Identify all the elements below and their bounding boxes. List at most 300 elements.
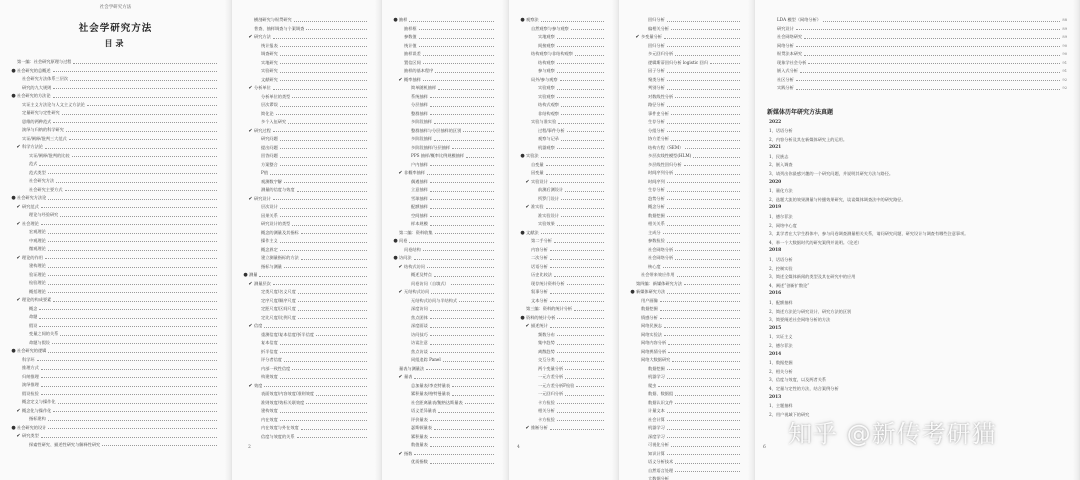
toc-entry[interactable] xyxy=(519,365,606,374)
toc-entry[interactable] xyxy=(10,424,219,433)
toc-entry[interactable] xyxy=(392,178,496,187)
dot-leader xyxy=(557,350,604,353)
toc-entry[interactable] xyxy=(392,33,496,42)
toc-entry[interactable] xyxy=(242,220,369,229)
toc-entry[interactable] xyxy=(10,58,219,67)
toc-entry[interactable] xyxy=(242,59,369,68)
toc-entry[interactable] xyxy=(10,101,219,110)
toc-entry[interactable] xyxy=(519,178,606,187)
toc-entry[interactable] xyxy=(392,84,496,93)
toc-entry[interactable] xyxy=(10,373,219,382)
toc-entry[interactable] xyxy=(392,407,496,416)
toc-entry[interactable] xyxy=(10,296,219,305)
toc-entry[interactable] xyxy=(242,399,369,408)
toc-entry[interactable] xyxy=(242,229,369,238)
toc-entry[interactable] xyxy=(242,135,369,144)
checkmark-icon: ✔ xyxy=(248,34,253,40)
toc-entry[interactable] xyxy=(10,322,219,331)
toc-entry[interactable] xyxy=(629,76,742,85)
toc-entry[interactable] xyxy=(629,280,742,289)
toc-entry[interactable] xyxy=(392,144,496,153)
dot-leader xyxy=(675,53,740,56)
toc-entry[interactable] xyxy=(10,152,219,161)
toc-entry[interactable] xyxy=(242,178,369,187)
toc-entry[interactable] xyxy=(392,93,496,102)
toc-entry[interactable] xyxy=(519,50,606,59)
toc-entry[interactable] xyxy=(242,356,369,365)
toc-entry[interactable] xyxy=(519,373,606,382)
toc-entry[interactable] xyxy=(519,59,606,68)
toc-entry[interactable] xyxy=(519,271,606,280)
toc-entry[interactable] xyxy=(519,144,606,153)
toc-entry[interactable] xyxy=(242,110,369,119)
toc-entry[interactable] xyxy=(629,441,742,450)
toc-entry[interactable] xyxy=(629,407,742,416)
checkmark-icon: ✔ xyxy=(398,289,403,295)
toc-entry[interactable] xyxy=(10,432,219,441)
toc-entry[interactable] xyxy=(242,416,369,425)
toc-entry[interactable] xyxy=(392,25,496,34)
toc-entry[interactable] xyxy=(629,212,742,221)
toc-entry[interactable] xyxy=(629,25,742,34)
toc-entry[interactable] xyxy=(392,186,496,195)
toc-entry-text: 理论的作用 xyxy=(22,254,43,260)
toc-entry[interactable] xyxy=(629,101,742,110)
toc-entry[interactable] xyxy=(242,42,369,51)
toc-entry[interactable] xyxy=(629,356,742,365)
toc-entry[interactable] xyxy=(242,382,369,391)
toc-entry[interactable] xyxy=(765,67,1067,76)
toc-entry[interactable] xyxy=(519,339,606,348)
toc-entry[interactable] xyxy=(10,313,219,322)
toc-entry[interactable] xyxy=(765,25,1067,34)
checkmark-icon: ✔ xyxy=(248,323,253,329)
toc-entry[interactable] xyxy=(242,118,369,127)
toc-entry[interactable] xyxy=(10,356,219,365)
dot-leader xyxy=(419,27,494,30)
toc-entry[interactable] xyxy=(629,186,742,195)
toc-entry[interactable] xyxy=(392,195,496,204)
toc-entry[interactable] xyxy=(10,177,219,186)
toc-entry[interactable] xyxy=(392,135,496,144)
toc-entry[interactable] xyxy=(519,101,606,110)
toc-entry[interactable] xyxy=(392,50,496,59)
toc-entry[interactable] xyxy=(242,195,369,204)
toc-entry[interactable] xyxy=(10,67,219,76)
toc-entry[interactable] xyxy=(10,364,219,373)
toc-entry[interactable] xyxy=(629,373,742,382)
toc-entry[interactable] xyxy=(10,135,219,144)
toc-entry[interactable] xyxy=(10,126,219,135)
toc-entry[interactable] xyxy=(519,220,606,229)
dot-leader xyxy=(667,452,740,455)
toc-entry[interactable] xyxy=(519,93,606,102)
toc-entry[interactable] xyxy=(519,195,606,204)
toc-entry[interactable] xyxy=(242,424,369,433)
toc-entry[interactable] xyxy=(242,305,369,314)
toc-entry[interactable] xyxy=(392,450,496,459)
toc-entry[interactable] xyxy=(519,331,606,340)
toc-entry[interactable] xyxy=(10,415,219,424)
toc-entry[interactable] xyxy=(10,228,219,237)
toc-entry[interactable] xyxy=(242,67,369,76)
toc-entry[interactable] xyxy=(10,288,219,297)
toc-entry[interactable] xyxy=(10,84,219,93)
toc-entry[interactable] xyxy=(519,305,606,314)
toc-entry[interactable] xyxy=(392,16,496,25)
toc-entry-text: 逻辑斯蒂回归分析 logistic 回归 xyxy=(648,59,708,65)
toc-entry[interactable] xyxy=(519,127,606,136)
toc-entry[interactable] xyxy=(392,246,496,255)
toc-entry[interactable] xyxy=(629,110,742,119)
toc-entry[interactable] xyxy=(10,186,219,195)
dot-leader xyxy=(298,291,367,294)
toc-entry[interactable] xyxy=(392,280,496,289)
toc-entry[interactable] xyxy=(242,288,369,297)
toc-entry[interactable] xyxy=(10,262,219,271)
toc-entry[interactable] xyxy=(519,25,606,34)
toc-entry-text: 卡方检验 xyxy=(538,399,555,405)
toc-entry[interactable] xyxy=(242,246,369,255)
toc-entry[interactable] xyxy=(629,50,742,59)
toc-entry[interactable] xyxy=(10,390,219,399)
toc-entry[interactable] xyxy=(392,441,496,450)
toc-entry[interactable] xyxy=(392,101,496,110)
toc-entry[interactable] xyxy=(765,42,1067,51)
toc-entry[interactable] xyxy=(242,297,369,306)
toc-entry[interactable] xyxy=(10,441,219,450)
toc-entry[interactable] xyxy=(765,76,1067,85)
toc-entry[interactable] xyxy=(629,467,742,476)
toc-entry[interactable] xyxy=(242,76,369,85)
toc-entry[interactable] xyxy=(242,161,369,170)
toc-entry[interactable] xyxy=(10,194,219,203)
toc-entry[interactable] xyxy=(519,84,606,93)
toc-entry[interactable] xyxy=(629,152,742,161)
toc-entry[interactable] xyxy=(629,229,742,238)
toc-entry[interactable] xyxy=(629,135,742,144)
toc-entry[interactable] xyxy=(765,33,1067,42)
toc-entry[interactable] xyxy=(519,186,606,195)
toc-entry[interactable] xyxy=(519,42,606,51)
toc-entry[interactable] xyxy=(392,263,496,272)
toc-entry[interactable] xyxy=(242,322,369,331)
toc-entry[interactable] xyxy=(629,390,742,399)
toc-entry[interactable] xyxy=(392,390,496,399)
toc-entry[interactable] xyxy=(392,42,496,51)
toc-entry[interactable] xyxy=(242,280,369,289)
dot-leader xyxy=(550,248,604,251)
toc-entry-text: 可视化分析 xyxy=(648,442,669,447)
toc-entry-text: 社会理论 xyxy=(22,220,39,226)
toc-entry[interactable] xyxy=(392,254,496,263)
toc-entry[interactable] xyxy=(629,263,742,272)
toc-entry-text: 概念定义与操作化 xyxy=(22,399,56,404)
toc-entry[interactable] xyxy=(519,382,606,391)
toc-entry[interactable] xyxy=(242,365,369,374)
toc-entry[interactable] xyxy=(392,373,496,382)
toc-entry[interactable] xyxy=(10,381,219,390)
toc-entry[interactable] xyxy=(392,305,496,314)
toc-entry[interactable] xyxy=(629,348,742,357)
toc-entry[interactable] xyxy=(242,433,369,442)
toc-entry[interactable] xyxy=(10,203,219,212)
toc-entry[interactable] xyxy=(392,331,496,340)
toc-entry[interactable] xyxy=(10,339,219,348)
toc-entry[interactable] xyxy=(629,475,742,480)
toc-entry[interactable] xyxy=(10,75,219,84)
toc-entry[interactable] xyxy=(392,76,496,85)
toc-entry[interactable] xyxy=(10,254,219,263)
toc-page-number: 90 xyxy=(1062,43,1067,48)
toc-entry[interactable] xyxy=(242,144,369,153)
dot-leader xyxy=(438,87,494,90)
toc-entry[interactable] xyxy=(629,33,742,42)
toc-entry[interactable] xyxy=(519,399,606,408)
toc-entry[interactable] xyxy=(392,212,496,221)
dot-leader xyxy=(574,308,604,311)
toc-entry[interactable] xyxy=(392,110,496,119)
toc-entry[interactable] xyxy=(242,339,369,348)
toc-entry-text: 假设检验 xyxy=(22,390,39,396)
toc-entry[interactable] xyxy=(629,305,742,314)
toc-entry[interactable] xyxy=(519,407,606,416)
toc-entry[interactable] xyxy=(629,433,742,442)
toc-entry[interactable] xyxy=(10,109,219,118)
toc-entry[interactable] xyxy=(392,297,496,306)
toc-entry[interactable] xyxy=(519,76,606,85)
toc-entry[interactable] xyxy=(242,373,369,382)
toc-entry[interactable] xyxy=(519,356,606,365)
toc-entry[interactable] xyxy=(392,424,496,433)
toc-entry[interactable] xyxy=(392,161,496,170)
toc-entry[interactable] xyxy=(242,331,369,340)
toc-entry[interactable] xyxy=(242,50,369,59)
toc-entry[interactable] xyxy=(10,169,219,178)
toc-entry[interactable] xyxy=(392,365,496,374)
toc-entry[interactable] xyxy=(629,161,742,170)
toc-entry[interactable] xyxy=(10,407,219,416)
toc-entry[interactable] xyxy=(242,237,369,246)
toc-entry[interactable] xyxy=(242,254,369,263)
toc-entry[interactable] xyxy=(519,314,606,323)
toc-entry[interactable] xyxy=(629,365,742,374)
toc-entry[interactable] xyxy=(242,25,369,34)
toc-entry-text: 内在效度与外在效度 xyxy=(261,425,299,430)
dot-leader xyxy=(280,214,367,217)
toc-entry[interactable] xyxy=(629,246,742,255)
toc-entry[interactable] xyxy=(519,390,606,399)
toc-entry[interactable] xyxy=(242,33,369,42)
toc-entry[interactable] xyxy=(392,237,496,246)
toc-entry[interactable] xyxy=(629,84,742,93)
toc-entry-text: 新媒体研究方法 xyxy=(636,289,666,294)
toc-entry[interactable] xyxy=(519,280,606,289)
toc-entry[interactable] xyxy=(629,314,742,323)
toc-entry[interactable] xyxy=(392,339,496,348)
toc-entry[interactable] xyxy=(392,220,496,229)
toc-entry[interactable] xyxy=(242,348,369,357)
toc-entry[interactable] xyxy=(242,407,369,416)
dot-leader xyxy=(284,180,367,183)
toc-entry[interactable] xyxy=(629,237,742,246)
toc-entry[interactable] xyxy=(629,195,742,204)
toc-entry[interactable] xyxy=(629,220,742,229)
toc-entry-text: 社会网络分析 xyxy=(648,246,674,252)
toc-entry[interactable] xyxy=(392,348,496,357)
toc-entry[interactable] xyxy=(629,169,742,178)
toc-entry[interactable] xyxy=(629,67,742,76)
toc-entry[interactable] xyxy=(519,118,606,127)
toc-entry[interactable] xyxy=(242,186,369,195)
toc-entry[interactable] xyxy=(629,416,742,425)
toc-entry[interactable] xyxy=(519,246,606,255)
toc-entry[interactable] xyxy=(519,288,606,297)
toc-entry[interactable] xyxy=(392,322,496,331)
toc-entry[interactable] xyxy=(519,254,606,263)
toc-entry[interactable] xyxy=(392,399,496,408)
dot-leader xyxy=(565,393,604,396)
toc-entry[interactable] xyxy=(519,237,606,246)
toc-entry[interactable] xyxy=(629,331,742,340)
toc-entry[interactable] xyxy=(629,297,742,306)
toc-entry[interactable] xyxy=(10,143,219,152)
toc-entry[interactable] xyxy=(519,348,606,357)
toc-entry[interactable] xyxy=(242,271,369,280)
toc-entry[interactable] xyxy=(629,144,742,153)
toc-entry[interactable] xyxy=(519,322,606,331)
toc-entry-text: 用户画像 xyxy=(641,297,658,303)
toc-entry[interactable] xyxy=(629,254,742,263)
toc-entry[interactable] xyxy=(10,398,219,407)
toc-entry[interactable] xyxy=(519,33,606,42)
toc-entry[interactable] xyxy=(242,127,369,136)
toc-entry[interactable] xyxy=(392,203,496,212)
toc-entry[interactable] xyxy=(519,203,606,212)
toc-entry[interactable] xyxy=(392,271,496,280)
toc-entry[interactable] xyxy=(10,271,219,280)
toc-entry[interactable] xyxy=(242,390,369,399)
toc-entry[interactable] xyxy=(519,229,606,238)
toc-entry[interactable] xyxy=(10,305,219,314)
toc-entry[interactable] xyxy=(519,424,606,433)
toc-entry[interactable] xyxy=(392,127,496,136)
toc-entry[interactable] xyxy=(519,67,606,76)
toc-entry[interactable] xyxy=(392,67,496,76)
toc-entry[interactable] xyxy=(629,458,742,467)
toc-entry[interactable] xyxy=(392,458,496,467)
exam-question: 1、数据挖掘 xyxy=(769,360,793,366)
dot-leader xyxy=(466,155,494,158)
toc-entry[interactable] xyxy=(10,160,219,169)
toc-entry[interactable] xyxy=(629,203,742,212)
toc-entry[interactable] xyxy=(629,59,742,68)
toc-entry[interactable] xyxy=(629,399,742,408)
toc-entry[interactable] xyxy=(629,424,742,433)
toc-entry[interactable] xyxy=(392,169,496,178)
toc-entry[interactable] xyxy=(519,297,606,306)
toc-entry[interactable] xyxy=(242,169,369,178)
toc-entry[interactable] xyxy=(392,152,496,161)
toc-entry[interactable] xyxy=(629,339,742,348)
dot-leader xyxy=(427,172,494,175)
toc-entry[interactable] xyxy=(392,416,496,425)
toc-entry[interactable] xyxy=(519,161,606,170)
toc-entry[interactable] xyxy=(392,314,496,323)
toc-entry[interactable] xyxy=(242,93,369,102)
toc-entry[interactable] xyxy=(629,288,742,297)
toc-entry[interactable] xyxy=(765,59,1067,68)
toc-entry[interactable] xyxy=(10,118,219,127)
dot-leader xyxy=(39,324,217,327)
toc-entry[interactable] xyxy=(629,16,742,25)
toc-entry[interactable] xyxy=(392,59,496,68)
toc-entry[interactable] xyxy=(765,16,1067,25)
toc-entry[interactable] xyxy=(242,16,369,25)
toc-entry[interactable] xyxy=(10,237,219,246)
toc-entry[interactable] xyxy=(629,450,742,459)
toc-entry[interactable] xyxy=(629,271,742,280)
toc-entry-text: 网络舆情分析 xyxy=(641,348,667,354)
toc-entry[interactable] xyxy=(629,382,742,391)
toc-entry[interactable] xyxy=(629,322,742,331)
toc-entry[interactable] xyxy=(519,263,606,272)
toc-entry[interactable] xyxy=(519,152,606,161)
toc-entry[interactable] xyxy=(519,169,606,178)
toc-entry[interactable] xyxy=(392,229,496,238)
toc-entry-text: 内部一致性信度 xyxy=(261,365,291,371)
toc-entry[interactable] xyxy=(765,50,1067,59)
exam-question: 2、相关分析 xyxy=(769,368,793,374)
toc-entry[interactable] xyxy=(242,203,369,212)
toc-entry[interactable] xyxy=(629,127,742,136)
toc-entry[interactable] xyxy=(519,135,606,144)
toc-entry[interactable] xyxy=(392,356,496,365)
toc-entry[interactable] xyxy=(10,92,219,101)
toc-entry[interactable] xyxy=(765,84,1067,93)
toc-entry[interactable] xyxy=(242,152,369,161)
toc-entry[interactable] xyxy=(242,263,369,272)
toc-entry[interactable] xyxy=(519,416,606,425)
toc-entry[interactable] xyxy=(519,16,606,25)
toc-entry[interactable] xyxy=(10,330,219,339)
toc-entry[interactable] xyxy=(392,288,496,297)
toc-entry[interactable] xyxy=(392,118,496,127)
toc-entry[interactable] xyxy=(10,279,219,288)
toc-entry[interactable] xyxy=(392,433,496,442)
document-page-6 xyxy=(755,0,1080,480)
toc-entry[interactable] xyxy=(629,178,742,187)
toc-entry[interactable] xyxy=(629,42,742,51)
toc-entry[interactable] xyxy=(242,212,369,221)
toc-entry[interactable] xyxy=(519,212,606,221)
toc-entry-text: 方案整合 xyxy=(261,161,278,167)
toc-entry[interactable] xyxy=(10,245,219,254)
toc-entry[interactable] xyxy=(242,101,369,110)
toc-entry[interactable] xyxy=(629,93,742,102)
dot-leader xyxy=(667,410,740,413)
toc-entry[interactable] xyxy=(242,314,369,323)
toc-entry[interactable] xyxy=(10,220,219,229)
exam-question: 4、阐述“创新扩散论” xyxy=(769,282,810,288)
toc-entry[interactable] xyxy=(10,211,219,220)
toc-entry[interactable] xyxy=(392,382,496,391)
toc-entry[interactable] xyxy=(519,110,606,119)
toc-entry[interactable] xyxy=(10,347,219,356)
dot-leader xyxy=(259,274,367,277)
toc-entry[interactable] xyxy=(629,118,742,127)
toc-entry[interactable] xyxy=(242,84,369,93)
